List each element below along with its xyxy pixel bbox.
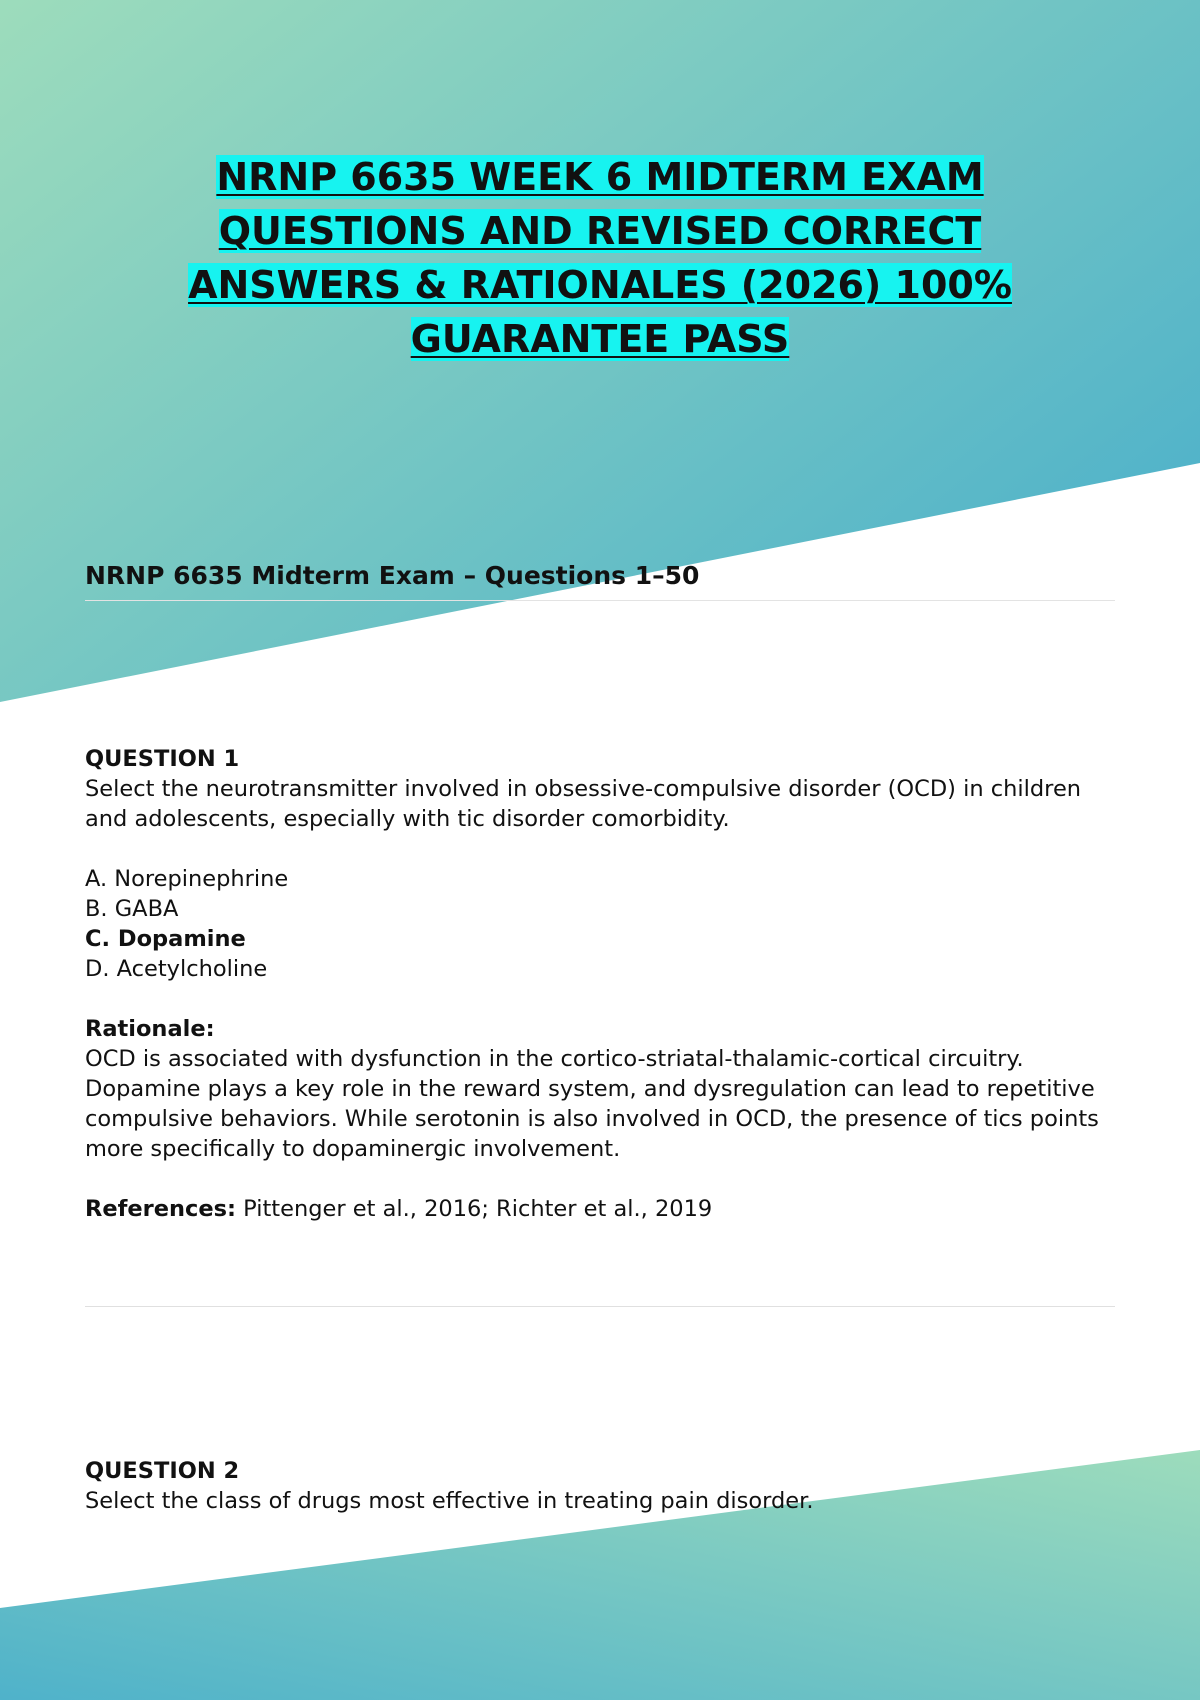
section-heading: NRNP 6635 Midterm Exam – Questions 1–50: [85, 560, 1115, 601]
references: [85, 1194, 1115, 1224]
document-title: [60, 150, 1140, 366]
option-d: D. Acetylcholine: [85, 956, 268, 982]
rationale-label: Rationale:: [85, 1016, 215, 1042]
references-label: References:: [85, 1196, 236, 1222]
question-text: Select the class of drugs most effective in treating pain disorder.: [85, 1488, 814, 1514]
rationale-text: OCD is associated with dysfunction in the cortico-striatal-thalamic-cortical circuitry. Dopamine plays a key role in the reward system, and dysregulation can lead to repetitive compulsive behaviors. While serotonin is also involved in OCD, the presence of tics points more specifically to dopaminergic involvement.: [85, 1046, 1099, 1162]
question-label: QUESTION 2: [85, 1458, 240, 1484]
question-label: QUESTION 1: [85, 746, 240, 772]
title-line-2: QUESTIONS AND REVISED CORRECT: [218, 209, 982, 253]
title-line-4: GUARANTEE PASS: [410, 317, 790, 361]
option-b: B. GABA: [85, 896, 179, 922]
title-line-3: ANSWERS & RATIONALES (2026) 100%: [188, 263, 1012, 307]
title-line-1: NRNP 6635 WEEK 6 MIDTERM EXAM: [216, 155, 984, 199]
references-text: Pittenger et al., 2016; Richter et al., 2019: [236, 1196, 713, 1222]
option-c-correct: C. Dopamine: [85, 926, 246, 952]
answer-options: [85, 864, 1115, 984]
question-divider: [85, 1306, 1115, 1307]
option-a: A. Norepinephrine: [85, 866, 289, 892]
question-1: [85, 744, 1115, 1224]
question-2: [85, 1456, 1115, 1516]
question-text: Select the neurotransmitter involved in obsessive-compulsive disorder (OCD) in children and adolescents, especially with tic disorder comorbidity.: [85, 776, 1082, 832]
